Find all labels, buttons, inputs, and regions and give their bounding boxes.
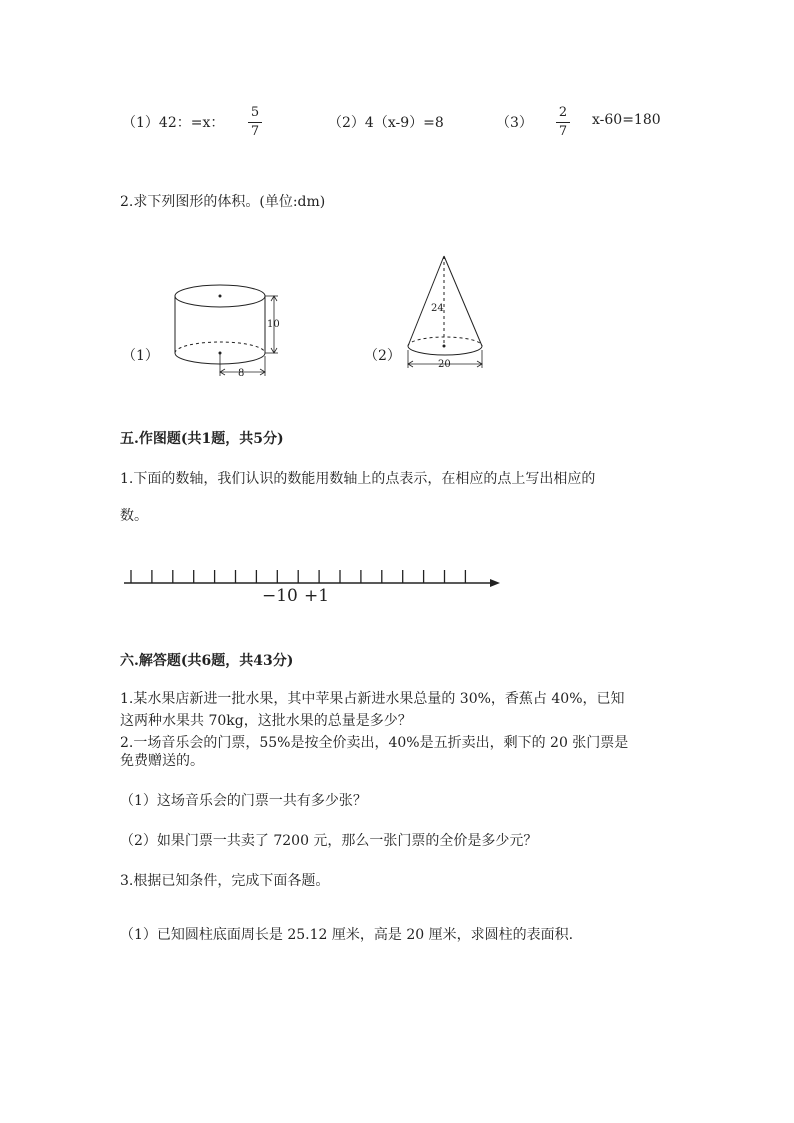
fraction-denominator: 7 [250, 124, 260, 139]
equation-3-label: （3） [496, 115, 533, 131]
tick-label-plus-one: +1 [304, 586, 330, 606]
cylinder-radius-label: 8 [238, 368, 245, 379]
cone-height-label: 24 [431, 303, 444, 314]
section-6-question-1-line-2: 这两种水果共 70kg，这批水果的总量是多少？ [120, 713, 412, 729]
number-line-arrow-icon [490, 579, 500, 587]
section-6-question-2-line-2: 免费赠送的。 [120, 753, 204, 769]
equation-3-fraction [556, 106, 570, 139]
section-5-question-1-line-1: 1.下面的数轴，我们认识的数能用数轴上的点表示，在相应的点上写出相应的 [120, 471, 596, 487]
equation-2: （2）4（x-9）=8 [328, 115, 444, 131]
cylinder-figure [170, 276, 310, 386]
cylinder-height-label: 10 [267, 319, 280, 330]
section-5-question-1-line-2: 数。 [120, 508, 148, 524]
section-6-question-3: 3.根据已知条件，完成下面各题。 [120, 873, 330, 889]
number-line-ticks [131, 570, 465, 583]
cone-diameter-label: 20 [438, 359, 451, 370]
equation-1-fraction [248, 106, 262, 139]
section-6-question-2-sub-1: （1）这场音乐会的门票一共有多少张？ [120, 793, 367, 809]
number-line [120, 564, 510, 604]
tick-label-minus-one: −1 [262, 586, 288, 606]
figure-2-label: （2） [364, 348, 401, 364]
volume-question-prompt: 2.求下列图形的体积。(单位:dm) [120, 194, 326, 210]
section-6-question-2-line-1: 2.一场音乐会的门票，55%是按全价卖出，40%是五折卖出，剩下的 20 张门票是 [120, 735, 629, 751]
section-5-heading: 五.作图题(共1题，共5分) [120, 431, 284, 447]
section-6-question-1-line-1: 1.某水果店新进一批水果，其中苹果占新进水果总量的 30%，香蕉占 40%，已知 [120, 691, 625, 707]
equation-1: （1）42：=x： [122, 115, 225, 131]
fraction-numerator: 5 [250, 105, 260, 120]
figure-1-label: （1） [122, 348, 159, 364]
fraction-numerator: 2 [558, 105, 568, 120]
section-6-question-2-sub-2: （2）如果门票一共卖了 7200 元，那么一张门票的全价是多少元？ [120, 833, 538, 849]
equation-3: x-60=180 [592, 112, 661, 128]
cone-figure [400, 252, 500, 372]
section-6-heading: 六.解答题(共6题，共43分) [120, 653, 294, 669]
fraction-denominator: 7 [558, 124, 568, 139]
section-6-question-3-sub-1: （1）已知圆柱底面周长是 25.12 厘米，高是 20 厘米，求圆柱的表面积. [120, 927, 574, 943]
tick-label-zero: 0 [287, 586, 298, 606]
